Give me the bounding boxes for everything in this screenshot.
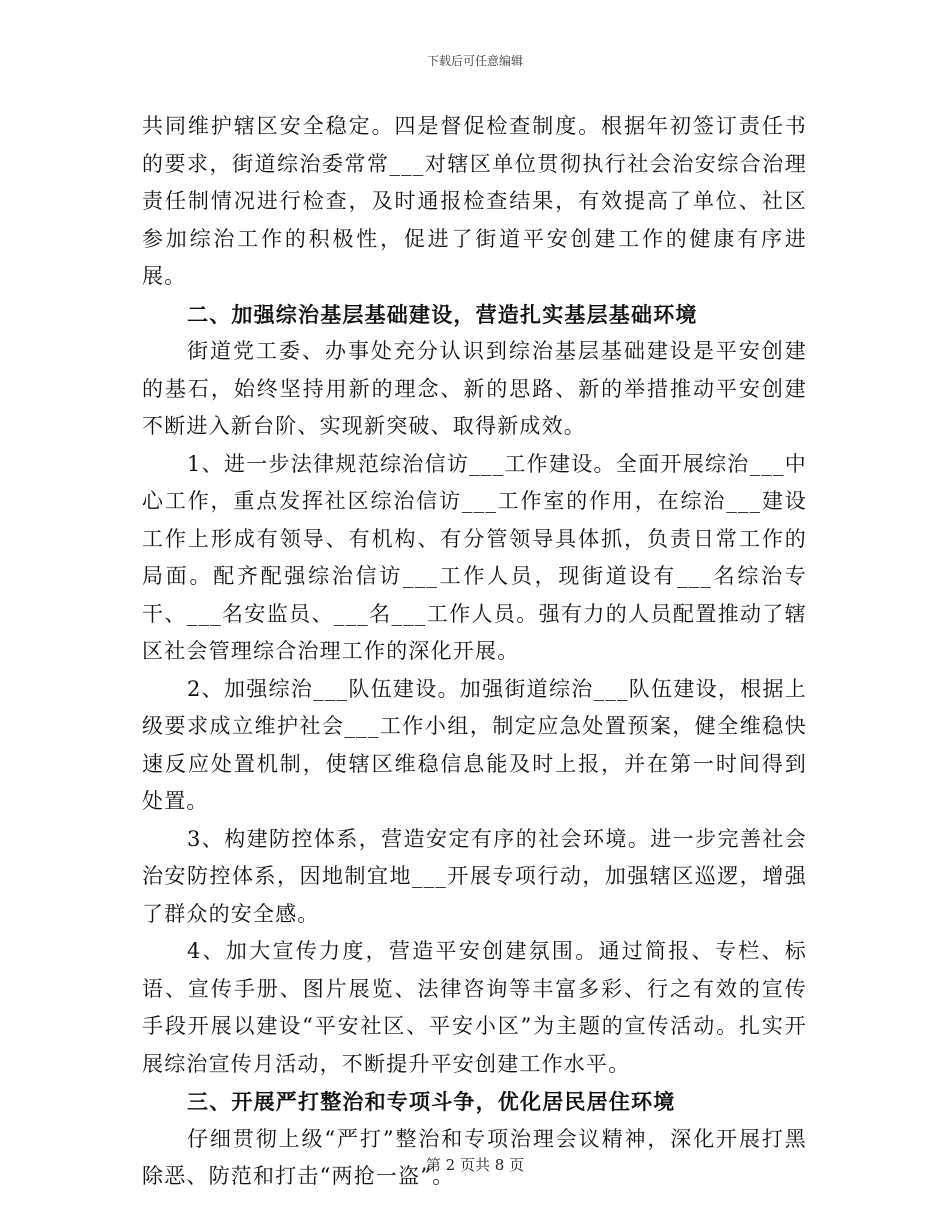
paragraph-section-two-intro: 街道党工委、办事处充分认识到综治基层基础建设是平安创建的基石，始终坚持用新的理念、新的思路、新的举措推动平安创建不断进入新台阶、实现新突破、取得新成效。: [142, 339, 807, 438]
paragraph-continued: 共同维护辖区安全稳定。四是督促检查制度。根据年初签订责任书的要求，街道综治委常常___对辖区单位贯彻执行社会治安综合治理责任制情况进行检查，及时通报检查结果，有效提高了单位、社区参加综治工作的积极性，促进了街道平安创建工作的健康有序进展。: [142, 114, 807, 288]
paragraph-section-three-intro: 仔细贯彻上级“严打”整治和专项治理会议精神，深化开展打黑除恶、防范和打击“两抢一盗”。: [142, 1126, 807, 1188]
paragraph-item-three: 3、构建防控体系，营造安定有序的社会环境。进一步完善社会治安防控体系，因地制宜地___开展专项行动，加强辖区巡逻，增强了群众的安全感。: [142, 826, 807, 926]
section-heading-two: 二、加强综治基层基础建设，营造扎实基层基础环境: [187, 301, 698, 327]
page-number: 第 2 页共 8 页: [425, 1156, 525, 1174]
paragraph-item-one: 1、进一步法律规范综治信访___工作建设。全面开展综治___中心工作，重点发挥社区综治信访___工作室的作用，在综治___建设工作上形成有领导、有机构、有分管领导具体抓，负责日常工作的局面。配齐配强综治信访___工作人员，现街道设有___名综治专干、___名安监员、___名___工作人员。强有力的人员配置推动了辖区社会管理综合治理工作的深化开展。: [142, 451, 807, 663]
page-header: 下载后可任意编辑: [426, 54, 523, 68]
paragraph-item-two: 2、加强综治___队伍建设。加强街道综治___队伍建设，根据上级要求成立维护社会___工作小组，制定应急处置预案，健全维稳快速反应处置机制，使辖区维稳信息能及时上报，并在第一时间得到处置。: [142, 676, 807, 813]
paragraph-item-four: 4、加大宣传力度，营造平安创建氛围。通过简报、专栏、标语、宣传手册、图片展览、法律咨询等丰富多彩、行之有效的宣传手段开展以建设“平安社区、平安小区”为主题的宣传活动。扎实开展综治宣传月活动，不断提升平安创建工作水平。: [142, 939, 807, 1076]
document-body: [142, 108, 807, 1196]
section-heading-three: 三、开展严打整治和专项斗争，优化居民居住环境: [187, 1089, 676, 1114]
